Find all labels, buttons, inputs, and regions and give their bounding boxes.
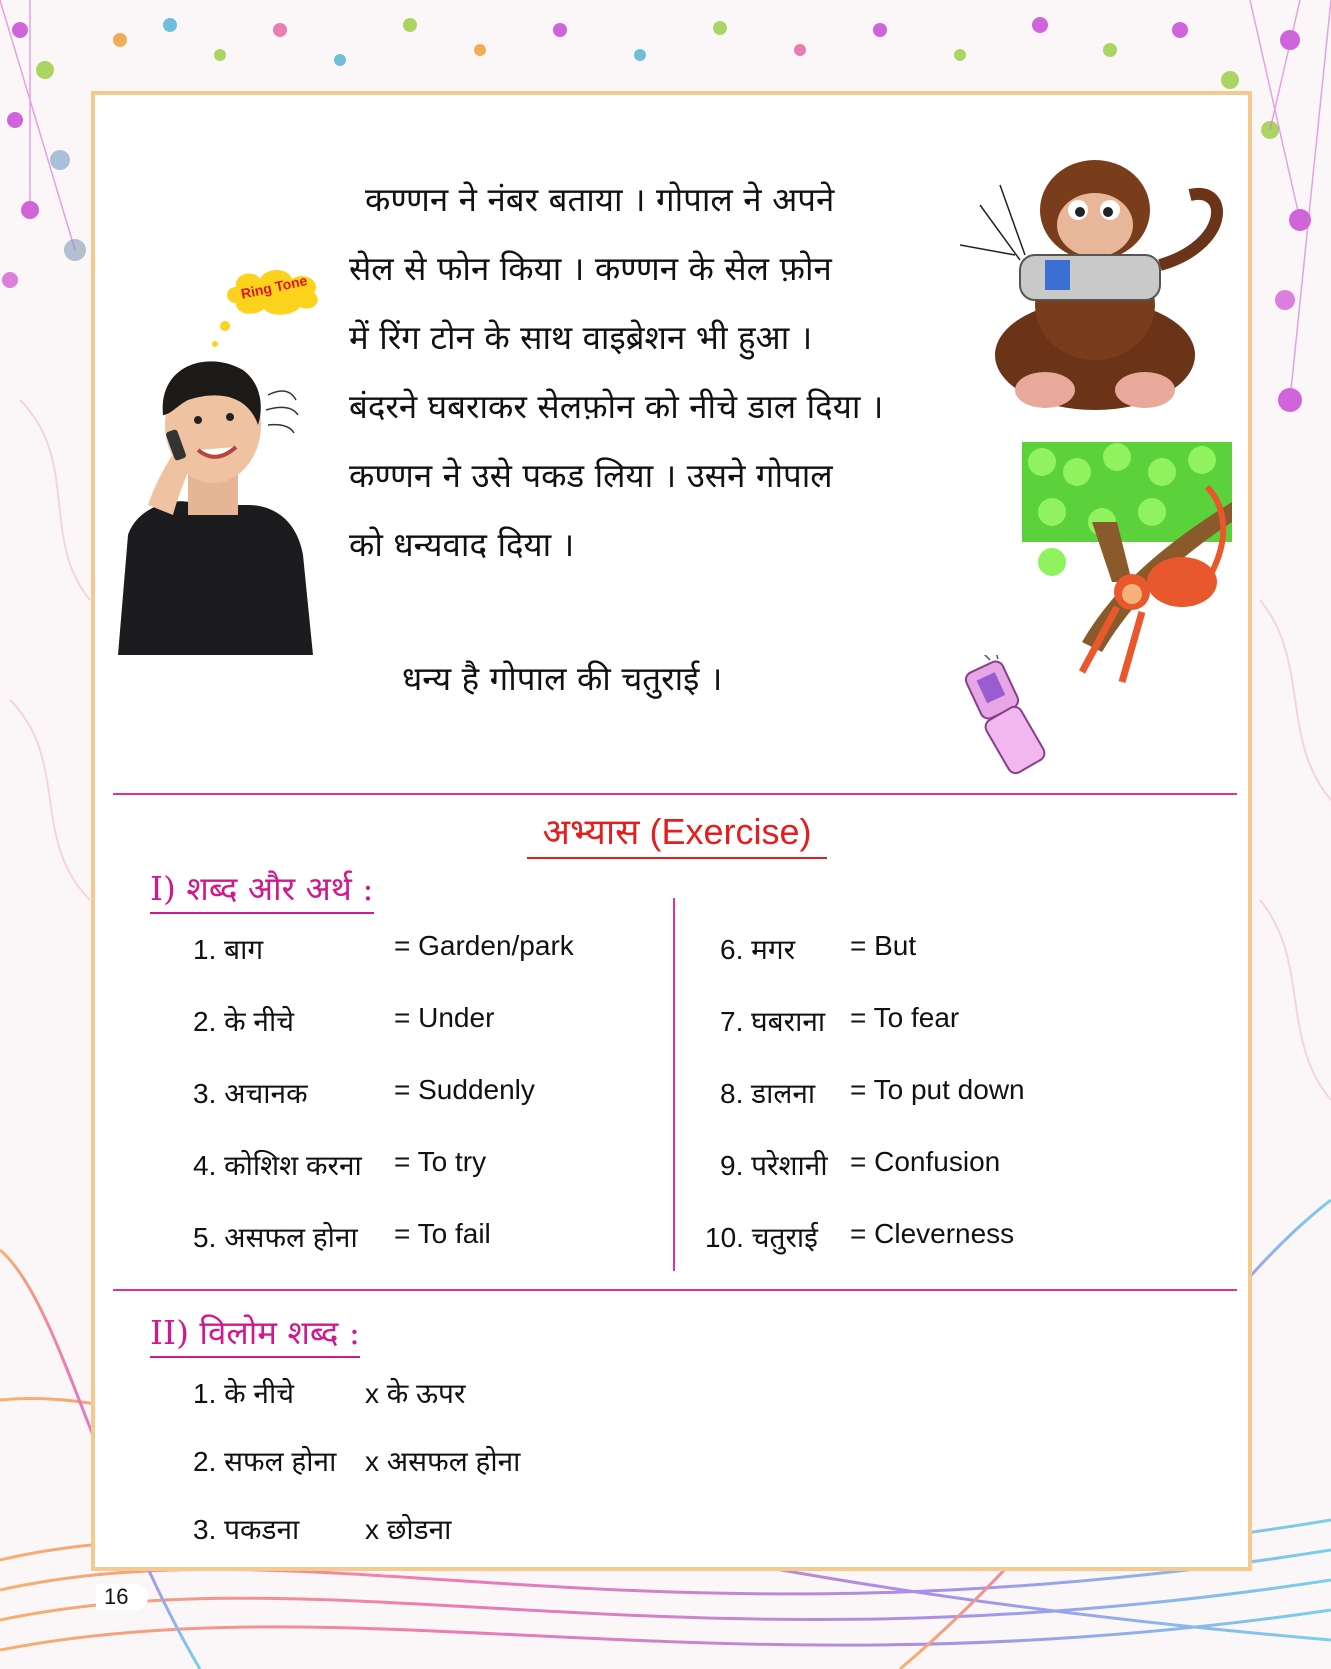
vocab-meaning: = But <box>850 930 917 961</box>
falling-phone-illustration <box>960 655 1060 780</box>
story-line: को धन्यवाद दिया । <box>349 525 575 564</box>
monkey-with-phone-illustration <box>960 145 1240 415</box>
vocab-word: 5. असफल होना <box>193 1222 358 1253</box>
vocab-meaning: = Under <box>394 1002 495 1033</box>
antonym-word: 2. सफल होना <box>193 1446 337 1477</box>
thought-dots-icon <box>205 318 235 358</box>
section-divider <box>113 793 1237 795</box>
vocab-meaning: = To fail <box>394 1218 491 1249</box>
page-number: 16 <box>96 1584 148 1610</box>
section-title-word-meanings: I) शब्द और अर्थ : <box>150 865 374 914</box>
vocab-word: 7. घबराना <box>720 1006 826 1037</box>
story-line: सेल से फोन किया । कण्णन के सेल फ़ोन <box>349 249 832 288</box>
antonym-word: 1. के नीचे <box>193 1378 294 1409</box>
vocab-meaning: = Cleverness <box>850 1218 1015 1249</box>
section-title-antonyms: II) विलोम शब्द : <box>150 1309 360 1358</box>
antonym-opposite: x असफल होना <box>365 1446 521 1477</box>
section-divider <box>113 1289 1237 1291</box>
ring-tone-label: Ring Tone <box>239 272 309 302</box>
vocab-meaning: = To put down <box>850 1074 1025 1105</box>
vocab-meaning: = Suddenly <box>394 1074 535 1105</box>
ring-tone-bubble <box>222 263 324 317</box>
exercise-title: अभ्यास (Exercise) <box>527 806 827 859</box>
story-line: कण्णन ने नंबर बताया । गोपाल ने अपने <box>365 180 835 219</box>
story-closing-line: धन्य है गोपाल की चतुराई । <box>402 659 723 698</box>
vocab-word: 2. के नीचे <box>193 1006 294 1037</box>
vocab-word: 3. अचानक <box>193 1078 308 1109</box>
antonym-word: 3. पकडना <box>193 1514 300 1545</box>
antonym-opposite: x के ऊपर <box>365 1378 466 1409</box>
man-on-phone-illustration <box>118 355 323 655</box>
story-line: बंदरने घबराकर सेलफ़ोन को नीचे डाल दिया । <box>349 387 884 426</box>
vocab-meaning: = Confusion <box>850 1146 1001 1177</box>
vocab-meaning: = Garden/park <box>394 930 574 961</box>
vocab-word: 8. डालना <box>720 1078 816 1109</box>
vocab-word: 10. चतुराई <box>705 1222 818 1253</box>
vocab-word: 4. कोशिश करना <box>193 1150 362 1181</box>
story-line: कण्णन ने उसे पकड लिया । उसने गोपाल <box>349 456 833 495</box>
story-line: में रिंग टोन के साथ वाइब्रेशन भी हुआ । <box>349 318 813 357</box>
column-divider <box>673 898 675 1271</box>
vocab-word: 1. बाग <box>193 934 264 965</box>
vocab-meaning: = To try <box>394 1146 487 1177</box>
vocab-word: 6. मगर <box>720 934 796 965</box>
antonym-opposite: x छोडना <box>365 1514 452 1545</box>
vocab-word: 9. परेशानी <box>720 1150 828 1181</box>
vocab-meaning: = To fear <box>850 1002 960 1033</box>
